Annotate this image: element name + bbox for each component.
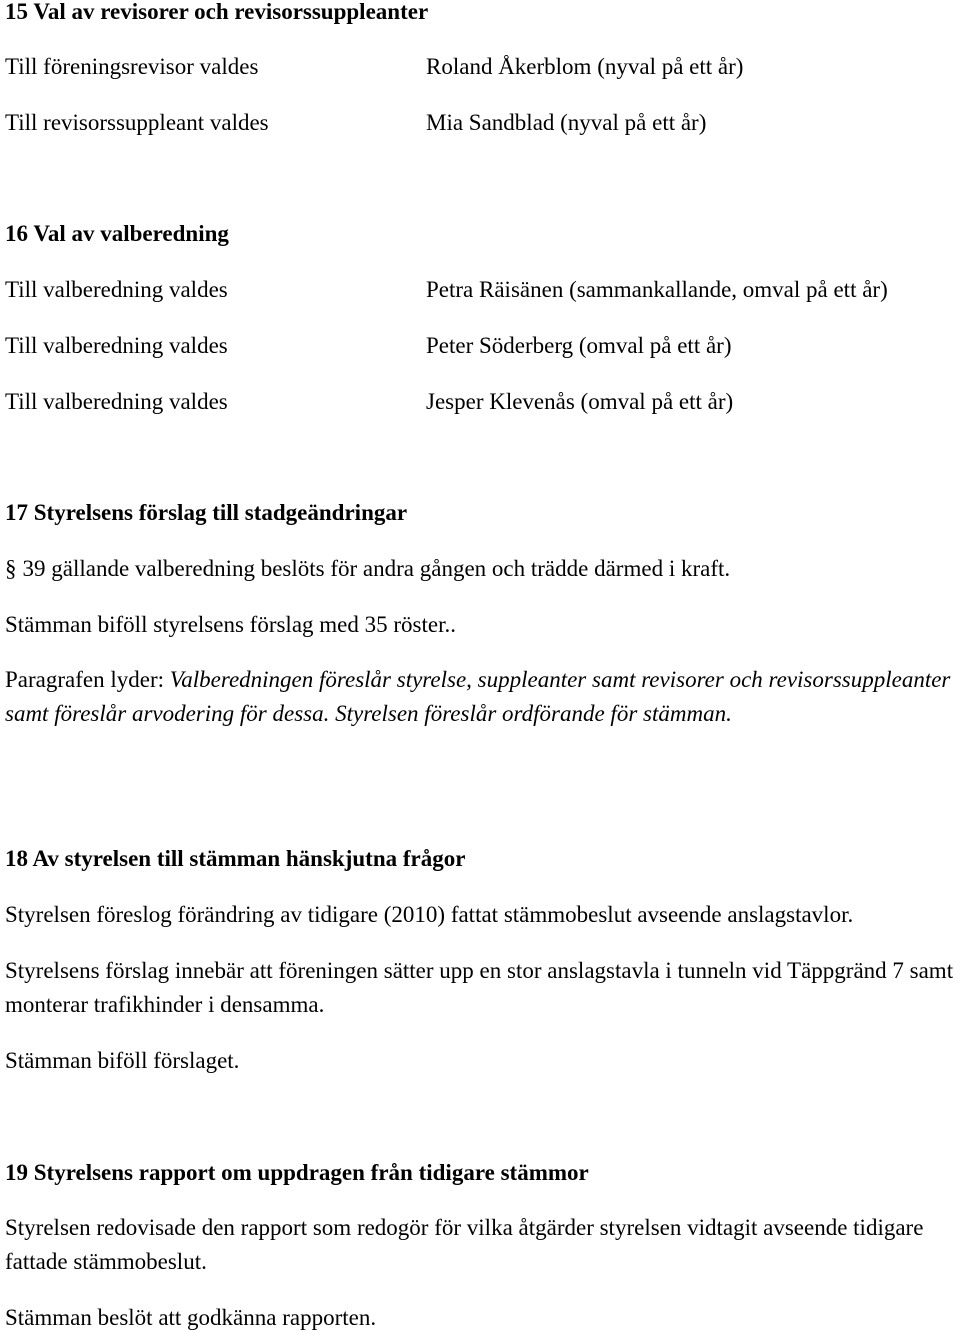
s16-row-3-label: Till valberedning valdes [5,389,228,414]
s15-row-2-label: Till revisorssuppleant valdes [5,110,269,135]
section-17-heading: 17 Styrelsens förslag till stadgeändringar [5,500,408,525]
s18-paragraph-1: Styrelsen föreslog förändring av tidigare (2010) fattat stämmobeslut avseende anslagstavlor. [5,902,854,927]
section-16-heading: 16 Val av valberedning [5,221,229,246]
section-19-heading: 19 Styrelsens rapport om uppdragen från tidigare stämmor [5,1160,589,1185]
section-15-heading: 15 Val av revisorer och revisorssuppleanter [5,0,429,24]
s17-paragraph-prefix: Paragrafen lyder: [5,667,170,692]
s15-row-2-value: Mia Sandblad (nyval på ett år) [426,110,707,135]
s17-paragraph-quote: Valberedningen föreslår styrelse, suppleanter samt revisorer och revisorssuppleanter samt föreslår arvodering för dessa. Styrelsen föreslår ordförande för stämman. [5,667,951,726]
s15-row-1-label: Till föreningsrevisor valdes [5,54,259,79]
s17-paragraph [5,663,955,731]
s16-row-2-value: Peter Söderberg (omval på ett år) [426,333,732,358]
s16-row-1-label: Till valberedning valdes [5,277,228,302]
s19-paragraph-1: Styrelsen redovisade den rapport som redogör för vilka åtgärder styrelsen vidtagit avseende tidigare fattade stämmobeslut. [5,1215,924,1274]
section-18-heading: 18 Av styrelsen till stämman hänskjutna frågor [5,846,466,871]
s18-paragraph-3: Stämman biföll förslaget. [5,1048,240,1073]
section-sign-icon: § [5,556,17,581]
s16-row-3-value: Jesper Klevenås (omval på ett år) [426,389,734,414]
s17-line-1-text: 39 gällande valberedning beslöts för andra gången och trädde därmed i kraft. [22,556,731,581]
s16-row-1-value: Petra Räisänen (sammankallande, omval på ett år) [426,277,888,302]
s17-line-1 [5,555,730,583]
s18-paragraph-2: Styrelsens förslag innebär att föreningen sätter upp en stor anslagstavla i tunneln vid Täppgränd 7 samt monterar trafikhinder i densamma. [5,958,954,1017]
s16-row-2-label: Till valberedning valdes [5,333,228,358]
s15-row-1-value: Roland Åkerblom (nyval på ett år) [426,54,744,79]
s17-line-2: Stämman biföll styrelsens förslag med 35 röster.. [5,612,456,637]
s19-paragraph-2: Stämman beslöt att godkänna rapporten. [5,1305,377,1330]
